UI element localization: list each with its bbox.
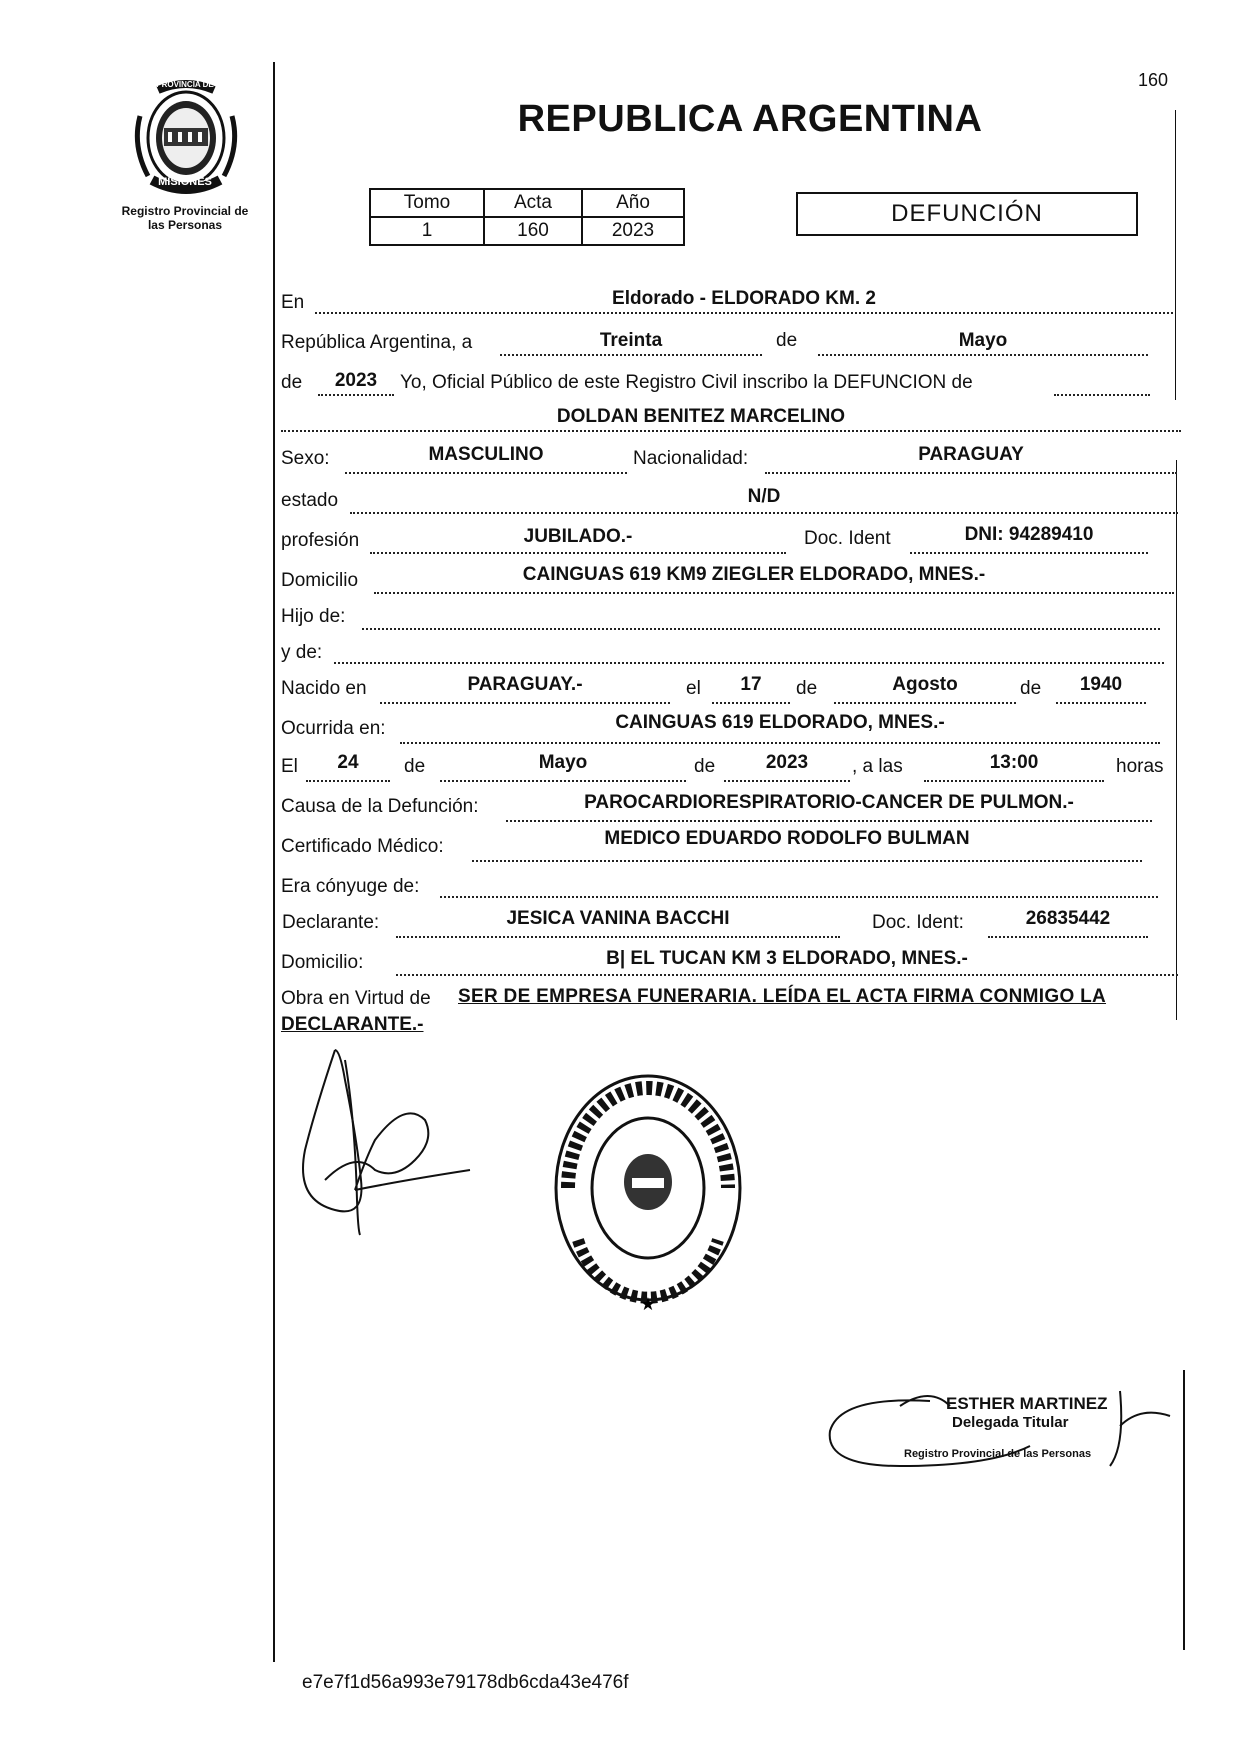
right-margin-line-3 <box>1183 1370 1185 1650</box>
declarante-label: Declarante: <box>282 912 380 933</box>
sexo-value: MASCULINO <box>428 444 544 465</box>
declarante-value: JESICA VANINA BACCHI <box>506 908 730 929</box>
def-mes-field <box>440 752 686 782</box>
domicilio-field <box>374 564 1174 594</box>
nac-el-label: el <box>686 678 701 699</box>
official-org: Registro Provincial de las Personas <box>904 1448 1092 1460</box>
document-hash: e7e7f1d56a993e79178db6cda43e476f <box>302 1672 629 1693</box>
document-title: REPUBLICA ARGENTINA <box>517 98 983 140</box>
obra-label: Obra en Virtud de <box>281 988 431 1009</box>
registry-name-line1: Registro Provincial de <box>121 204 249 218</box>
right-margin-line <box>1175 110 1176 400</box>
anio-header: Año <box>582 189 684 217</box>
nac-anio-field <box>1056 674 1146 704</box>
ocurrida-label: Ocurrida en: <box>281 718 386 739</box>
def-el-label: El <box>281 756 298 777</box>
obra-value-line2: DECLARANTE.- <box>281 1014 424 1035</box>
en-field <box>315 288 1173 314</box>
mes-field <box>818 330 1148 356</box>
registry-name-line2: las Personas <box>147 218 223 232</box>
de-label: de <box>776 330 798 351</box>
hijo-label: Hijo de: <box>281 606 346 627</box>
estado-label: estado <box>281 490 339 511</box>
de2-label: de <box>281 372 303 393</box>
a-las-label: , a las <box>852 756 903 777</box>
nacido-label: Nacido en <box>281 678 367 699</box>
nac-dia-value: 17 <box>740 674 762 695</box>
en-value: Eldorado - ELDORADO KM. 2 <box>612 288 876 309</box>
yde-field <box>334 662 1164 664</box>
nac-anio-value: 1940 <box>1079 674 1123 695</box>
profesion-field <box>370 526 786 554</box>
ocurrida-field <box>400 712 1160 744</box>
dia-value: Treinta <box>599 330 663 351</box>
nac-de2-label: de <box>1020 678 1042 699</box>
certificado-field <box>472 828 1142 862</box>
domicilio2-label: Domicilio: <box>281 952 364 973</box>
en-label: En <box>281 292 305 313</box>
acta-header: Acta <box>484 189 582 217</box>
estado-field <box>350 486 1178 514</box>
nacionalidad-label: Nacionalidad: <box>633 448 749 469</box>
doc-ident-value: DNI: 94289410 <box>964 524 1094 545</box>
declarante-field <box>396 908 840 938</box>
doc-ident-label: Doc. Ident <box>804 528 891 549</box>
anio-value-text: 2023 <box>334 370 378 391</box>
obra-value-line1: SER DE EMPRESA FUNERARIA. LEÍDA EL ACTA FIRMA CONMIGO LA <box>458 986 1107 1007</box>
crest-bottom-text: MISIONES <box>158 176 212 188</box>
ocurrida-value: CAINGUAS 619 ELDORADO, MNES.- <box>615 712 945 733</box>
declarant-signature <box>295 1030 485 1240</box>
horas-label: horas <box>1116 756 1164 777</box>
official-seal <box>548 1070 748 1320</box>
left-margin-line <box>273 62 275 1662</box>
anio-field <box>318 370 394 396</box>
domicilio2-field <box>396 948 1178 976</box>
crest-top-text: PROVINCIA DE <box>156 80 214 89</box>
domicilio2-value: B| EL TUCAN KM 3 ELDORADO, MNES.- <box>606 948 968 969</box>
svg-text:★: ★ <box>639 1294 657 1315</box>
nacionalidad-field <box>765 444 1177 474</box>
conyuge-label: Era cónyuge de: <box>281 876 420 897</box>
sexo-label: Sexo: <box>281 448 330 469</box>
right-margin-line-2 <box>1176 460 1177 1020</box>
causa-field <box>506 792 1152 822</box>
nac-mes-field <box>834 674 1016 704</box>
profesion-value: JUBILADO.- <box>523 526 633 547</box>
mes-value: Mayo <box>958 330 1008 351</box>
causa-value: PAROCARDIORESPIRATORIO-CANCER DE PULMON.- <box>584 792 1074 813</box>
def-dia-value: 24 <box>337 752 359 773</box>
doc2-field <box>988 908 1148 938</box>
def-hora-field <box>924 752 1104 782</box>
nombre-field <box>281 406 1181 432</box>
nacionalidad-value: PARAGUAY <box>918 444 1024 465</box>
acta-value: 160 <box>484 217 582 245</box>
anio-value: 2023 <box>582 217 684 245</box>
tomo-value: 1 <box>370 217 484 245</box>
official-signature <box>820 1376 1180 1486</box>
record-number-table <box>369 188 685 246</box>
sexo-field <box>345 444 627 474</box>
estado-value: N/D <box>747 486 781 507</box>
profesion-label: profesión <box>281 530 360 551</box>
oficial-statement: Yo, Oficial Público de este Registro Civil inscribo la DEFUNCION de <box>400 372 973 393</box>
tomo-header: Tomo <box>370 189 484 217</box>
nacido-field <box>380 674 670 704</box>
page-number: 160 <box>1138 70 1169 90</box>
official-name: ESTHER MARTINEZ <box>946 1394 1108 1413</box>
nombre-value: DOLDAN BENITEZ MARCELINO <box>556 406 846 427</box>
nac-de1-label: de <box>796 678 818 699</box>
def-hora-value: 13:00 <box>989 752 1039 773</box>
defuncion-tail-dots <box>1054 394 1150 396</box>
doc2-label: Doc. Ident: <box>872 912 964 933</box>
def-anio-value: 2023 <box>765 752 809 773</box>
doc-ident-field <box>910 524 1148 554</box>
record-type-box: DEFUNCIÓN <box>796 192 1138 236</box>
nac-dia-field <box>712 674 790 704</box>
republica-label: República Argentina, a <box>281 332 473 353</box>
def-de2-label: de <box>694 756 716 777</box>
hijo-field <box>362 628 1160 630</box>
def-mes-value: Mayo <box>538 752 588 773</box>
seal-graphic <box>548 1070 748 1320</box>
yde-label: y de: <box>281 642 323 663</box>
causa-label: Causa de la Defunción: <box>281 796 479 817</box>
nac-mes-value: Agosto <box>892 674 958 695</box>
certificado-label: Certificado Médico: <box>281 836 444 857</box>
conyuge-field <box>440 896 1158 898</box>
def-de1-label: de <box>404 756 426 777</box>
domicilio-label: Domicilio <box>281 570 359 591</box>
certificado-value: MEDICO EDUARDO RODOLFO BULMAN <box>604 828 970 849</box>
dia-field <box>500 330 762 356</box>
def-dia-field <box>306 752 390 782</box>
nacido-value: PARAGUAY.- <box>467 674 583 695</box>
def-anio-field <box>724 752 850 782</box>
official-role: Delegada Titular <box>952 1414 1069 1431</box>
domicilio-value: CAINGUAS 619 KM9 ZIEGLER ELDORADO, MNES.- <box>522 564 986 585</box>
doc2-value: 26835442 <box>1025 908 1111 929</box>
